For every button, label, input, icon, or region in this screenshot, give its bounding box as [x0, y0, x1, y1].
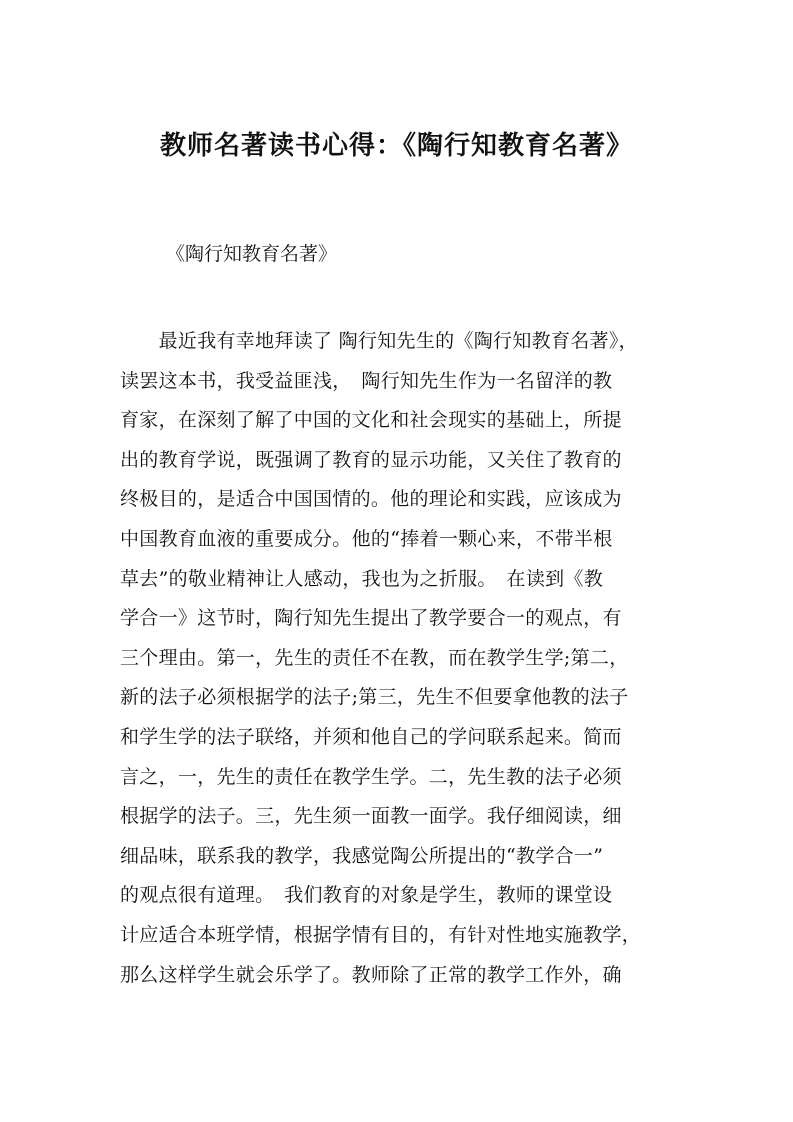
text-line: 那么这样学生就会乐学了。教师除了正常的教学工作外，确 [120, 963, 622, 986]
text-line: 三个理由。第一，先生的责任不在教，而在教学生学;第二， [120, 646, 629, 669]
text-line: 新的法子必须根据学的法子;第三，先生不但要拿他教的法子 [120, 686, 629, 709]
text-line: 的观点很有道理。 我们教育的对象是学生，教师的课堂设 [120, 884, 613, 907]
book-subtitle: 《陶行知教育名著》 [166, 243, 338, 265]
text-line: 终极目的，是适合中国国情的。他的理论和实践，应该成为 [120, 488, 622, 511]
text-line: 出的教育学说，既强调了教育的显示功能，又关住了教育的 [120, 448, 622, 471]
text-line: 育家，在深刻了解了中国的文化和社会现实的基础上，所提 [120, 409, 622, 432]
text-line: 中国教育血液的重要成分。他的“捧着一颗心来，不带半根 [120, 527, 613, 550]
text-line: 言之，一，先生的责任在教学生学。二，先生教的法子必须 [120, 765, 622, 788]
body-paragraph [120, 322, 680, 995]
text-line: 读罢这本书，我受益匪浅， 陶行知先生作为一名留洋的教 [120, 369, 613, 392]
text-line: 根据学的法子。三，先生须一面教一面学。我仔细阅读，细 [120, 805, 622, 828]
text-line: 计应适合本班学情，根据学情有目的，有针对性地实施教学， [120, 923, 642, 946]
text-line: 学合一》这节时，陶行知先生提出了教学要合一的观点，有 [120, 607, 622, 630]
text-line: 草去”的敬业精神让人感动，我也为之折服。 在读到《教 [120, 567, 604, 590]
text-line: 细品味，联系我的教学，我感觉陶公所提出的“教学合一” [120, 844, 604, 867]
text-line: 最近我有幸地拜读了 陶行知先生的《陶行知教育名著》， [120, 330, 638, 352]
text-line: 和学生学的法子联络，并须和他自己的学问联系起来。简而 [120, 725, 622, 748]
document-title: 教师名著读书心得：《陶行知教育名著》 [159, 131, 633, 161]
